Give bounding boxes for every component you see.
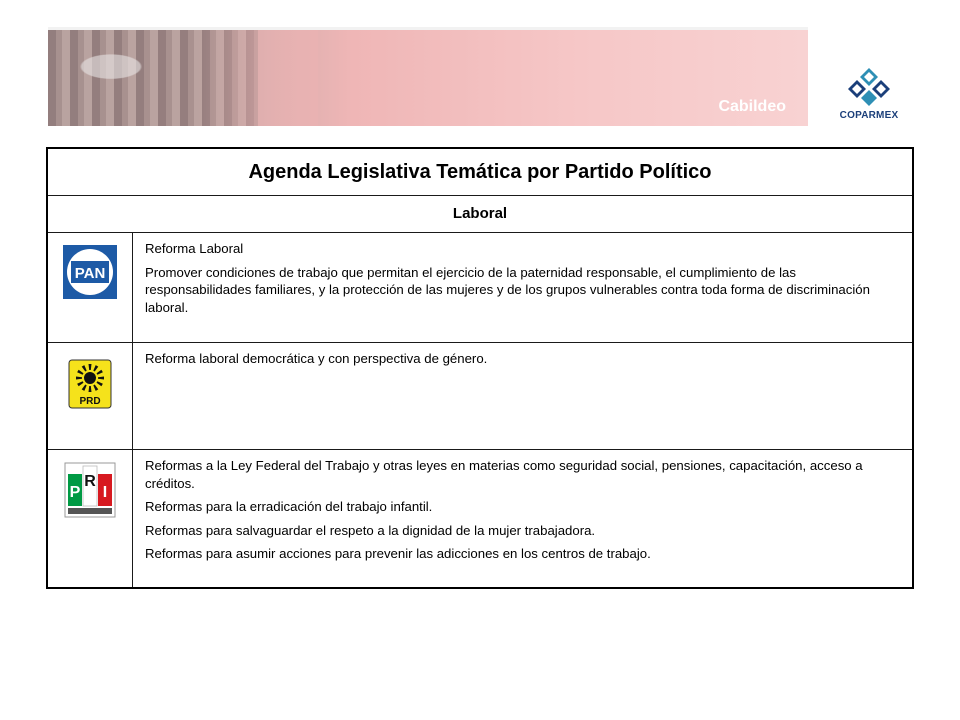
prd-logo-icon [68,359,112,409]
banner-label: Cabildeo [718,98,786,115]
agenda-text-cell [133,343,914,450]
table-row [47,343,913,450]
agenda-paragraph: Promover condiciones de trabajo que permitan el ejercicio de la paternidad responsable, el cumplimiento de las responsabilidades familiares, y la protección de las mujeres y de los grupos vulnerables contra toda forma de discriminación laboral. [145,264,870,315]
agenda-paragraph: Reforma Laboral [145,241,244,256]
party-logo-cell [47,233,133,343]
agenda-paragraph: Reformas para la erradicación del trabajo infantil. [145,499,433,514]
table-title: Agenda Legislativa Temática por Partido Político [248,160,712,183]
table-row [47,233,913,343]
pan-logo-icon [62,244,118,300]
header-banner [48,27,808,126]
agenda-paragraph: Reforma laboral democrática y con perspectiva de género. [145,351,488,366]
svg-text:PAN: PAN [74,265,106,282]
table-subtitle-cell [47,196,913,233]
pri-logo-icon [64,462,116,518]
agenda-table [46,147,914,589]
table-title-cell [47,148,913,196]
table-subtitle: Laboral [452,205,508,222]
svg-text:I: I [102,484,108,501]
agenda-text-cell [133,233,914,343]
agenda-text-cell [133,450,914,589]
agenda-paragraph: Reformas para asumir acciones para prevenir las adicciones en los centros de trabajo. [145,546,651,561]
party-logo-cell [47,450,133,589]
svg-text:PRD: PRD [79,396,101,407]
agenda-paragraph: Reformas para salvaguardar el respeto a la dignidad de la mujer trabajadora. [145,522,596,538]
party-logo-cell [47,343,133,450]
coparmex-wordmark: COPARMEX [839,110,899,121]
table-row [47,450,913,589]
svg-text:R: R [84,473,96,490]
agenda-paragraph: Reformas a la Ley Federal del Trabajo y otras leyes en materias como seguridad social, pensiones, capacitación, acceso a créditos. [145,458,863,491]
svg-text:P: P [69,484,81,501]
coparmex-logo-icon [844,66,894,108]
coparmex-logo [826,66,912,126]
